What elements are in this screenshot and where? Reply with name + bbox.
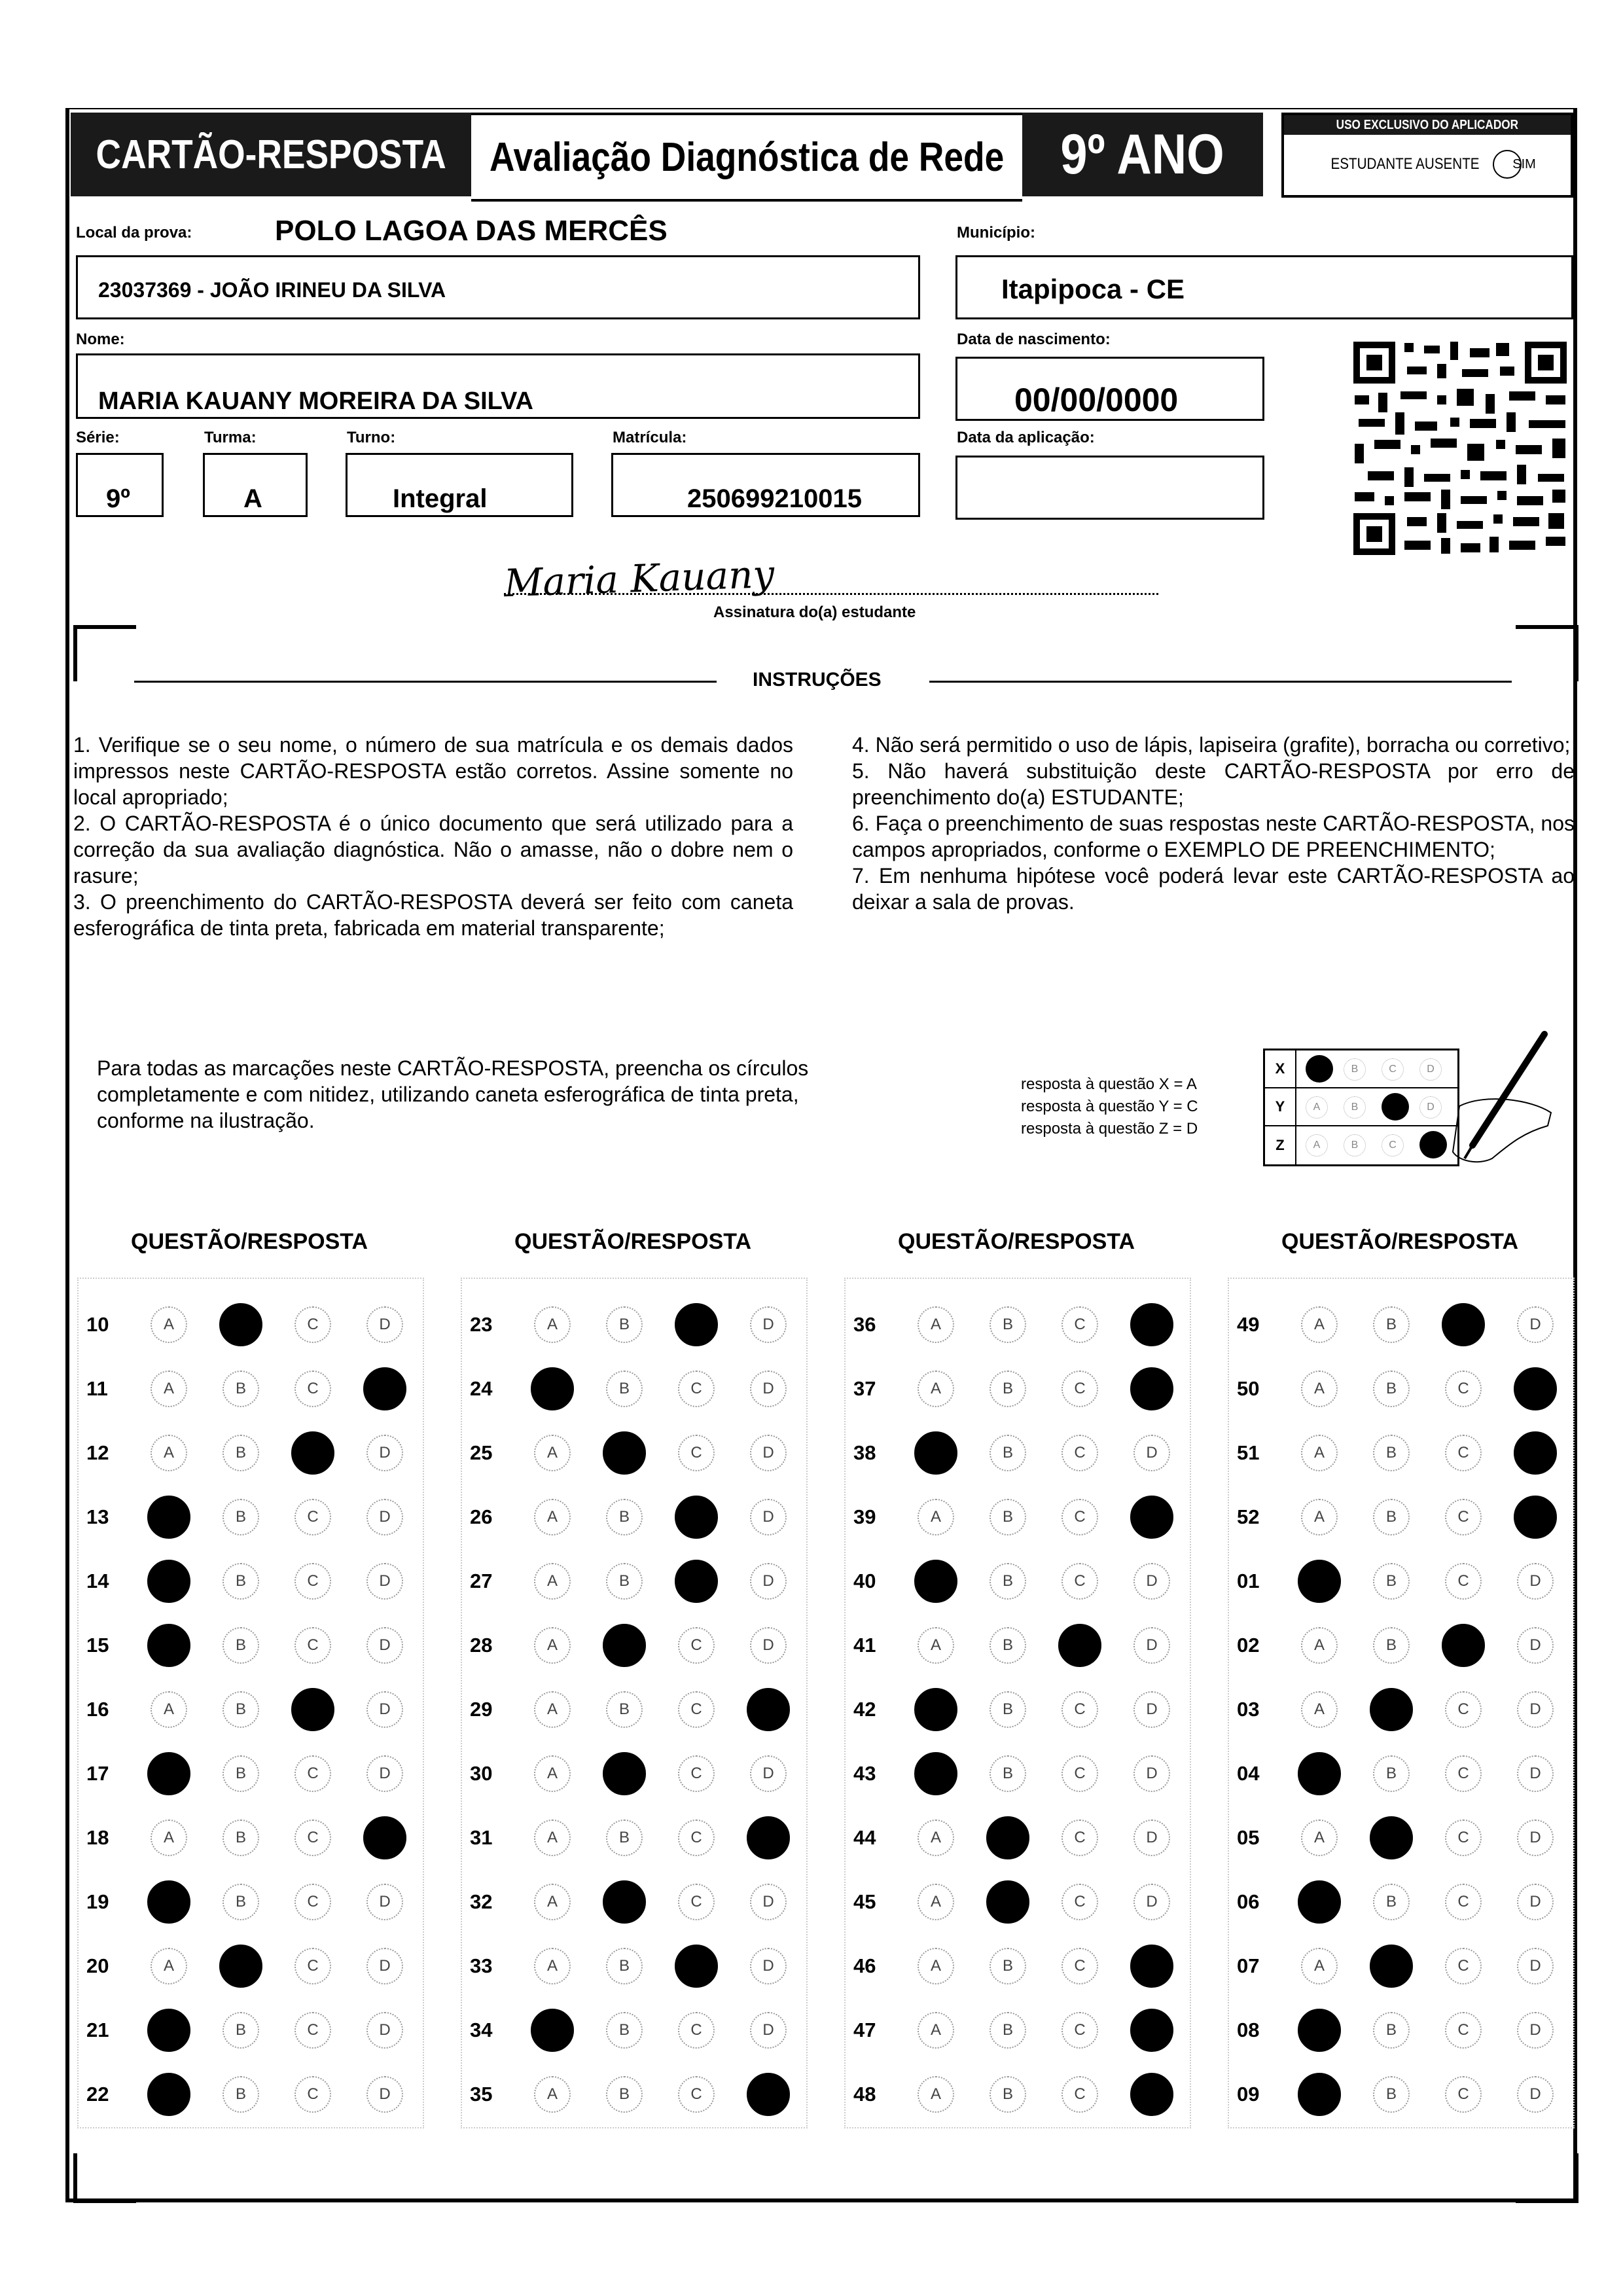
answer-bubble-c[interactable]: C bbox=[1061, 1563, 1098, 1600]
instructions-rule-left bbox=[134, 681, 717, 683]
example-row bbox=[1265, 1088, 1457, 1126]
answer-bubble-b[interactable]: B bbox=[606, 1948, 643, 1984]
answer-bubble-b[interactable]: B bbox=[606, 1563, 643, 1600]
answer-bubble-a[interactable]: A bbox=[534, 1306, 571, 1343]
example-line-x: resposta à questão X = A bbox=[1021, 1075, 1197, 1093]
answer-bubble-b[interactable]: B bbox=[223, 1755, 259, 1792]
answer-bubble-a[interactable]: A bbox=[534, 1627, 571, 1664]
question-number: 41 bbox=[853, 1634, 876, 1657]
example-bubble-b: B bbox=[1344, 1096, 1366, 1119]
answer-bubble-d[interactable]: D bbox=[366, 1755, 403, 1792]
answer-bubble-d[interactable]: D bbox=[1517, 1627, 1554, 1664]
question-number: 18 bbox=[86, 1826, 109, 1849]
question-number: 29 bbox=[470, 1698, 493, 1721]
answer-bubble-a[interactable]: A bbox=[151, 1691, 187, 1728]
answer-bubble-b[interactable]: B bbox=[990, 1435, 1026, 1471]
question-number: 25 bbox=[470, 1441, 493, 1464]
answer-bubble-a[interactable]: A bbox=[1301, 1371, 1338, 1407]
question-number: 32 bbox=[470, 1890, 493, 1913]
answer-bubble-d[interactable]: D bbox=[366, 1691, 403, 1728]
question-number: 24 bbox=[470, 1377, 493, 1400]
answer-bubble-a[interactable]: A bbox=[151, 1948, 187, 1984]
answer-bubble-a[interactable]: A bbox=[534, 1563, 571, 1600]
answer-bubble-c[interactable]: C bbox=[1061, 1306, 1098, 1343]
answer-bubble-a[interactable]: A bbox=[918, 1884, 954, 1920]
answer-bubble-b[interactable]: B bbox=[1373, 1884, 1410, 1920]
question-number: 27 bbox=[470, 1570, 493, 1592]
question-number: 12 bbox=[86, 1441, 109, 1464]
nascimento-value: 00/00/0000 bbox=[1014, 382, 1179, 418]
question-number: 40 bbox=[853, 1570, 876, 1592]
answer-bubble-a[interactable]: A bbox=[1301, 1691, 1338, 1728]
question-number: 50 bbox=[1237, 1377, 1260, 1400]
signature-line bbox=[504, 593, 1158, 595]
answer-bubble-b[interactable]: B bbox=[1373, 1435, 1410, 1471]
local-value: POLO LAGOA DAS MERCÊS bbox=[275, 215, 668, 247]
question-number: 51 bbox=[1237, 1441, 1260, 1464]
answer-bubble-b[interactable]: B bbox=[1373, 1563, 1410, 1600]
answer-bubble-c[interactable]: C bbox=[1445, 1435, 1482, 1471]
answer-bubble-d[interactable]: D bbox=[366, 1884, 403, 1920]
question-number: 47 bbox=[853, 2018, 876, 2041]
turma-label: Turma: bbox=[204, 429, 257, 446]
corner-mark-right bbox=[1516, 625, 1578, 681]
answer-bubble-a[interactable]: A bbox=[918, 1371, 954, 1407]
question-number: 38 bbox=[853, 1441, 876, 1464]
answer-bubble-c[interactable]: C bbox=[1061, 1371, 1098, 1407]
answer-bubble-d[interactable]: D bbox=[750, 1755, 787, 1792]
answer-bubble-a[interactable]: A bbox=[151, 1820, 187, 1856]
card-title: CARTÃO-RESPOSTA bbox=[71, 113, 471, 196]
answer-bubble-d[interactable]: D bbox=[1517, 1948, 1554, 1984]
answer-bubble-a[interactable]: A bbox=[534, 1435, 571, 1471]
answer-bubble-c[interactable]: C bbox=[678, 1691, 715, 1728]
answer-bubble-d[interactable]: D bbox=[366, 1499, 403, 1535]
answer-bubble-c[interactable]: C bbox=[1061, 1499, 1098, 1535]
answer-bubble-b[interactable]: B bbox=[223, 2012, 259, 2049]
example-row-label: Y bbox=[1265, 1088, 1296, 1125]
serie-label: Série: bbox=[76, 429, 120, 446]
example-bubble-b: B bbox=[1344, 1058, 1366, 1081]
question-number: 22 bbox=[86, 2083, 109, 2106]
answer-bubble-c[interactable]: C bbox=[678, 2012, 715, 2049]
example-bubble-c: C bbox=[1382, 1058, 1404, 1081]
answer-bubble-c[interactable]: C bbox=[294, 1371, 331, 1407]
example-grid bbox=[1263, 1049, 1459, 1166]
answer-bubble-a[interactable]: A bbox=[918, 1499, 954, 1535]
answer-bubble-a[interactable]: A bbox=[534, 1691, 571, 1728]
answer-bubble-b[interactable]: B bbox=[1373, 1371, 1410, 1407]
question-number: 04 bbox=[1237, 1762, 1260, 1785]
turma-value: A bbox=[243, 484, 262, 513]
example-bubble-b: B bbox=[1344, 1134, 1366, 1157]
answer-bubble-c[interactable]: C bbox=[678, 1435, 715, 1471]
answer-bubble-b[interactable]: B bbox=[606, 2076, 643, 2113]
answer-bubble-c[interactable]: C bbox=[294, 1948, 331, 1984]
question-number: 48 bbox=[853, 2083, 876, 2106]
answer-bubble-c[interactable]: C bbox=[678, 2076, 715, 2113]
answer-bubble-c[interactable]: C bbox=[678, 1884, 715, 1920]
answer-bubble-a[interactable]: A bbox=[918, 1820, 954, 1856]
answer-bubble-a[interactable]: A bbox=[1301, 1499, 1338, 1535]
answer-bubble-b[interactable]: B bbox=[990, 1627, 1026, 1664]
answer-bubble-d[interactable]: D bbox=[1133, 1563, 1170, 1600]
answer-bubble-d[interactable]: D bbox=[1517, 1755, 1554, 1792]
answer-bubble-c[interactable]: C bbox=[1445, 1884, 1482, 1920]
student-signature: Maria Kauany bbox=[503, 551, 776, 606]
answer-bubble-b[interactable]: B bbox=[223, 1371, 259, 1407]
question-number: 20 bbox=[86, 1954, 109, 1977]
answer-bubble-d[interactable]: D bbox=[750, 1306, 787, 1343]
answer-bubble-c[interactable]: C bbox=[678, 1820, 715, 1856]
local-label: Local da prova: bbox=[76, 224, 192, 242]
absent-option: SIM bbox=[1512, 156, 1536, 171]
question-number: 28 bbox=[470, 1634, 493, 1657]
question-number: 07 bbox=[1237, 1954, 1260, 1977]
answer-bubble-b[interactable]: B bbox=[606, 2012, 643, 2049]
example-row bbox=[1265, 1126, 1457, 1164]
question-number: 31 bbox=[470, 1826, 493, 1849]
answer-bubble-a[interactable]: A bbox=[1301, 1627, 1338, 1664]
answer-bubble-d[interactable]: D bbox=[1133, 1755, 1170, 1792]
example-bubble-a: A bbox=[1306, 1096, 1328, 1119]
column-header: QUESTÃO/RESPOSTA bbox=[898, 1229, 1135, 1254]
question-number: 16 bbox=[86, 1698, 109, 1721]
absent-bubble[interactable] bbox=[1493, 150, 1522, 179]
answer-bubble-c[interactable]: C bbox=[678, 1627, 715, 1664]
question-number: 09 bbox=[1237, 2083, 1260, 2106]
answer-bubble-b[interactable]: B bbox=[223, 1820, 259, 1856]
question-number: 02 bbox=[1237, 1634, 1260, 1657]
answer-bubble-d[interactable]: D bbox=[750, 1563, 787, 1600]
question-number: 05 bbox=[1237, 1826, 1260, 1849]
example-bubble-d: D bbox=[1419, 1058, 1442, 1081]
instructions-rule-right bbox=[929, 681, 1512, 683]
example-bubble-c: C bbox=[1382, 1134, 1404, 1157]
answer-bubble-b[interactable]: B bbox=[1373, 2076, 1410, 2113]
aplicacao-label: Data da aplicação: bbox=[957, 429, 1095, 446]
answer-bubble-c[interactable]: C bbox=[294, 1884, 331, 1920]
answer-bubble-c[interactable]: C bbox=[294, 1499, 331, 1535]
answer-bubble-b[interactable]: B bbox=[990, 1306, 1026, 1343]
answer-bubble-d[interactable]: D bbox=[750, 1371, 787, 1407]
answer-bubble-a[interactable]: A bbox=[918, 2012, 954, 2049]
serie-value: 9º bbox=[106, 484, 130, 513]
exclusive-label: USO EXCLUSIVO DO APLICADOR bbox=[1284, 115, 1571, 135]
answer-bubble-d[interactable]: D bbox=[1517, 2012, 1554, 2049]
answer-bubble-b[interactable]: B bbox=[1373, 1627, 1410, 1664]
question-number: 52 bbox=[1237, 1505, 1260, 1528]
answer-bubble-c[interactable]: C bbox=[1061, 1435, 1098, 1471]
answer-bubble-d[interactable]: D bbox=[1133, 1435, 1170, 1471]
example-row-label: Z bbox=[1265, 1126, 1296, 1164]
answer-bubble-a[interactable]: A bbox=[534, 1755, 571, 1792]
matricula-label: Matrícula: bbox=[613, 429, 687, 446]
question-number: 49 bbox=[1237, 1313, 1260, 1336]
answer-bubble-c[interactable]: C bbox=[1061, 2076, 1098, 2113]
answer-bubble-a[interactable]: A bbox=[534, 1820, 571, 1856]
answer-bubble-d[interactable]: D bbox=[366, 1627, 403, 1664]
answer-bubble-a[interactable]: A bbox=[918, 1948, 954, 1984]
example-bubble-c bbox=[1382, 1093, 1409, 1121]
answer-bubble-b[interactable]: B bbox=[606, 1371, 643, 1407]
answer-bubble-a[interactable]: A bbox=[918, 1627, 954, 1664]
answer-bubble-c[interactable]: C bbox=[1445, 1563, 1482, 1600]
answer-bubble-c[interactable]: C bbox=[1445, 1371, 1482, 1407]
answer-bubble-c[interactable]: C bbox=[1445, 1948, 1482, 1984]
example-text: Para todas as marcações neste CARTÃO-RESPOSTA, preencha os círculos completamente e com nitidez, utilizando caneta esferográfica de tinta preta, conforme na ilustração. bbox=[97, 1056, 809, 1132]
answer-bubble-c[interactable]: C bbox=[1445, 1691, 1482, 1728]
answer-bubble-d[interactable]: D bbox=[1133, 1884, 1170, 1920]
answer-bubble-d[interactable]: D bbox=[1133, 1820, 1170, 1856]
question-number: 03 bbox=[1237, 1698, 1260, 1721]
answer-bubble-d[interactable]: D bbox=[366, 2012, 403, 2049]
answer-bubble-d[interactable]: D bbox=[750, 1435, 787, 1471]
answer-bubble-a[interactable]: A bbox=[918, 1306, 954, 1343]
answer-bubble-a[interactable]: A bbox=[534, 1948, 571, 1984]
question-number: 36 bbox=[853, 1313, 876, 1336]
answer-bubble-c[interactable]: C bbox=[1061, 1884, 1098, 1920]
example-line-y: resposta à questão Y = C bbox=[1021, 1098, 1198, 1115]
answer-bubble-d[interactable]: D bbox=[366, 1563, 403, 1600]
question-number: 33 bbox=[470, 1954, 493, 1977]
answer-bubble-c[interactable]: C bbox=[294, 2012, 331, 2049]
answer-bubble-b[interactable]: B bbox=[990, 1563, 1026, 1600]
answer-bubble-b[interactable]: B bbox=[606, 1499, 643, 1535]
answer-bubble-a[interactable]: A bbox=[534, 2076, 571, 2113]
answer-bubble-b[interactable]: B bbox=[1373, 1755, 1410, 1792]
exam-subtitle: Avaliação Diagnóstica de Rede bbox=[471, 113, 1022, 202]
answer-bubble-c[interactable]: C bbox=[1061, 1755, 1098, 1792]
answer-bubble-c[interactable]: C bbox=[294, 1755, 331, 1792]
instructions-title: INSTRUÇÕES bbox=[753, 669, 882, 691]
answer-bubble-c[interactable]: C bbox=[294, 1306, 331, 1343]
answer-bubble-d[interactable]: D bbox=[1517, 1306, 1554, 1343]
answer-bubble-b[interactable]: B bbox=[990, 1691, 1026, 1728]
answer-bubble-d[interactable]: D bbox=[1517, 1884, 1554, 1920]
absent-label: ESTUDANTE AUSENTE bbox=[1330, 155, 1480, 173]
answer-bubble-d[interactable]: D bbox=[750, 1499, 787, 1535]
answer-bubble-c[interactable]: C bbox=[1061, 1948, 1098, 1984]
answer-bubble-a[interactable]: A bbox=[534, 1884, 571, 1920]
question-number: 23 bbox=[470, 1313, 493, 1336]
question-number: 06 bbox=[1237, 1890, 1260, 1913]
answer-bubble-a[interactable]: A bbox=[918, 2076, 954, 2113]
question-number: 14 bbox=[86, 1570, 109, 1592]
answer-bubble-b[interactable]: B bbox=[990, 1499, 1026, 1535]
answer-bubble-b[interactable]: B bbox=[1373, 1306, 1410, 1343]
corner-mark-bottom-left bbox=[73, 2153, 136, 2203]
applicator-box bbox=[1281, 113, 1573, 198]
answer-bubble-b[interactable]: B bbox=[606, 1691, 643, 1728]
answer-bubble-d[interactable]: D bbox=[1133, 1627, 1170, 1664]
answer-bubble-b[interactable]: B bbox=[223, 1884, 259, 1920]
municipio-label: Município: bbox=[957, 224, 1035, 242]
pen-hand-icon bbox=[1433, 1028, 1558, 1172]
answer-bubble-b[interactable]: B bbox=[1373, 2012, 1410, 2049]
answer-bubble-d[interactable]: D bbox=[1517, 2076, 1554, 2113]
answer-bubble-b[interactable]: B bbox=[223, 1563, 259, 1600]
answer-bubble-c[interactable]: C bbox=[294, 1627, 331, 1664]
answer-bubble-b[interactable]: B bbox=[223, 1499, 259, 1535]
question-number: 45 bbox=[853, 1890, 876, 1913]
turno-label: Turno: bbox=[347, 429, 396, 446]
question-number: 37 bbox=[853, 1377, 876, 1400]
question-number: 39 bbox=[853, 1505, 876, 1528]
nome-value: MARIA KAUANY MOREIRA DA SILVA bbox=[98, 387, 533, 415]
question-number: 46 bbox=[853, 1954, 876, 1977]
example-bubble-d: D bbox=[1419, 1096, 1442, 1119]
answer-bubble-d[interactable]: D bbox=[1517, 1820, 1554, 1856]
qr-code-icon bbox=[1352, 340, 1568, 556]
question-number: 19 bbox=[86, 1890, 109, 1913]
answer-bubble-a[interactable]: A bbox=[1301, 1820, 1338, 1856]
grade-label: 9º ANO bbox=[1022, 113, 1263, 196]
answer-bubble-a[interactable]: A bbox=[1301, 1306, 1338, 1343]
answer-bubble-b[interactable]: B bbox=[606, 1820, 643, 1856]
school-value: 23037369 - JOÃO IRINEU DA SILVA bbox=[98, 278, 446, 302]
answer-bubble-d[interactable]: D bbox=[750, 1627, 787, 1664]
answer-bubble-d[interactable]: D bbox=[366, 1306, 403, 1343]
corner-mark-left bbox=[73, 625, 136, 681]
answer-bubble-c[interactable]: C bbox=[1061, 1691, 1098, 1728]
question-number: 42 bbox=[853, 1698, 876, 1721]
question-number: 08 bbox=[1237, 2018, 1260, 2041]
answer-bubble-c[interactable]: C bbox=[678, 1755, 715, 1792]
corner-mark-bottom-right bbox=[1516, 2153, 1578, 2203]
answer-bubble-a[interactable]: A bbox=[1301, 1435, 1338, 1471]
answer-bubble-d[interactable]: D bbox=[1517, 1563, 1554, 1600]
answer-bubble-b[interactable]: B bbox=[990, 2076, 1026, 2113]
nascimento-label: Data de nascimento: bbox=[957, 331, 1111, 348]
turno-value: Integral bbox=[393, 484, 488, 513]
column-header: QUESTÃO/RESPOSTA bbox=[514, 1229, 752, 1254]
answer-bubble-d[interactable]: D bbox=[1133, 1691, 1170, 1728]
nome-label: Nome: bbox=[76, 331, 125, 348]
answer-bubble-b[interactable]: B bbox=[223, 1435, 259, 1471]
example-row-label: X bbox=[1265, 1050, 1296, 1087]
answer-bubble-a[interactable]: A bbox=[151, 1371, 187, 1407]
matricula-value: 250699210015 bbox=[687, 484, 862, 513]
answer-bubble-b[interactable]: B bbox=[990, 1948, 1026, 1984]
answer-bubble-b[interactable]: B bbox=[223, 2076, 259, 2113]
answer-bubble-c[interactable]: C bbox=[294, 1563, 331, 1600]
question-number: 15 bbox=[86, 1634, 109, 1657]
answer-bubble-c[interactable]: C bbox=[1445, 1755, 1482, 1792]
example-line-z: resposta à questão Z = D bbox=[1021, 1120, 1198, 1138]
aplicacao-field bbox=[955, 456, 1264, 520]
answer-bubble-c[interactable]: C bbox=[1445, 2076, 1482, 2113]
answer-bubble-c[interactable]: C bbox=[294, 1820, 331, 1856]
example-legend bbox=[1021, 1073, 1198, 1140]
instructions-left: 1. Verifique se o seu nome, o número de sua matrícula e os demais dados impressos neste CARTÃO-RESPOSTA estão corretos. Assine somente no local apropriado; 2. O CARTÃO-RESPOSTA é o único documento que será utilizado para a correção da sua avaliação diagnóstica. Não o amasse, não o dobre nem o rasure; 3. O preenchimento do CARTÃO-RESPOSTA deverá ser feito com caneta esferográfica de tinta preta, fabricada em material transparente; bbox=[73, 733, 793, 940]
answer-bubble-b[interactable]: B bbox=[990, 1755, 1026, 1792]
answer-bubble-c[interactable]: C bbox=[1445, 1499, 1482, 1535]
answer-bubble-b[interactable]: B bbox=[223, 1691, 259, 1728]
question-number: 26 bbox=[470, 1505, 493, 1528]
absent-row bbox=[1284, 135, 1571, 194]
answer-bubble-d[interactable]: D bbox=[750, 2012, 787, 2049]
answer-bubble-c[interactable]: C bbox=[1061, 1820, 1098, 1856]
question-number: 43 bbox=[853, 1762, 876, 1785]
question-number: 13 bbox=[86, 1505, 109, 1528]
question-number: 11 bbox=[86, 1377, 108, 1400]
answer-bubble-d[interactable]: D bbox=[366, 2076, 403, 2113]
question-number: 34 bbox=[470, 2018, 493, 2041]
answer-bubble-c[interactable]: C bbox=[1061, 2012, 1098, 2049]
signature-label: Assinatura do(a) estudante bbox=[713, 603, 916, 621]
answer-bubble-b[interactable]: B bbox=[990, 2012, 1026, 2049]
answer-bubble-d[interactable]: D bbox=[366, 1435, 403, 1471]
answer-bubble-c[interactable]: C bbox=[1445, 2012, 1482, 2049]
example-bubble-a bbox=[1306, 1055, 1333, 1083]
answer-bubble-d[interactable]: D bbox=[750, 1884, 787, 1920]
question-number: 01 bbox=[1237, 1570, 1260, 1592]
question-number: 10 bbox=[86, 1313, 109, 1336]
question-number: 21 bbox=[86, 2018, 109, 2041]
answer-bubble-a[interactable]: A bbox=[151, 1306, 187, 1343]
question-number: 17 bbox=[86, 1762, 109, 1785]
column-header: QUESTÃO/RESPOSTA bbox=[1281, 1229, 1519, 1254]
answer-bubble-b[interactable]: B bbox=[990, 1371, 1026, 1407]
column-header: QUESTÃO/RESPOSTA bbox=[131, 1229, 368, 1254]
question-number: 44 bbox=[853, 1826, 876, 1849]
answer-bubble-a[interactable]: A bbox=[534, 1499, 571, 1535]
answer-bubble-b[interactable]: B bbox=[1373, 1499, 1410, 1535]
answer-bubble-d[interactable]: D bbox=[750, 1948, 787, 1984]
municipio-value: Itapipoca - CE bbox=[1001, 274, 1185, 304]
answer-bubble-d[interactable]: D bbox=[366, 1948, 403, 1984]
example-bubble-a: A bbox=[1306, 1134, 1328, 1157]
answer-bubble-d[interactable]: D bbox=[1517, 1691, 1554, 1728]
instructions-right: 4. Não será permitido o uso de lápis, lapiseira (grafite), borracha ou corretivo; 5. Não haverá substituição deste CARTÃO-RESPOSTA por erro de preenchimento do(a) ESTUDANTE; 6. Faça o preenchimento de suas respostas neste CARTÃO-RESPOSTA, nos campos apropriados, conforme o EXEMPLO DE PREENCHIMENTO; 7. Em nenhuma hipótese você poderá levar este CARTÃO-RESPOSTA ao deixar a sala de provas. bbox=[852, 733, 1575, 914]
question-number: 35 bbox=[470, 2083, 493, 2106]
answer-bubble-b[interactable]: B bbox=[606, 1306, 643, 1343]
answer-bubble-c[interactable]: C bbox=[294, 2076, 331, 2113]
answer-bubble-c[interactable]: C bbox=[1445, 1820, 1482, 1856]
answer-bubble-c[interactable]: C bbox=[678, 1371, 715, 1407]
answer-bubble-a[interactable]: A bbox=[151, 1435, 187, 1471]
question-number: 30 bbox=[470, 1762, 493, 1785]
example-row bbox=[1265, 1050, 1457, 1088]
answer-bubble-b[interactable]: B bbox=[223, 1627, 259, 1664]
answer-bubble-a[interactable]: A bbox=[1301, 1948, 1338, 1984]
